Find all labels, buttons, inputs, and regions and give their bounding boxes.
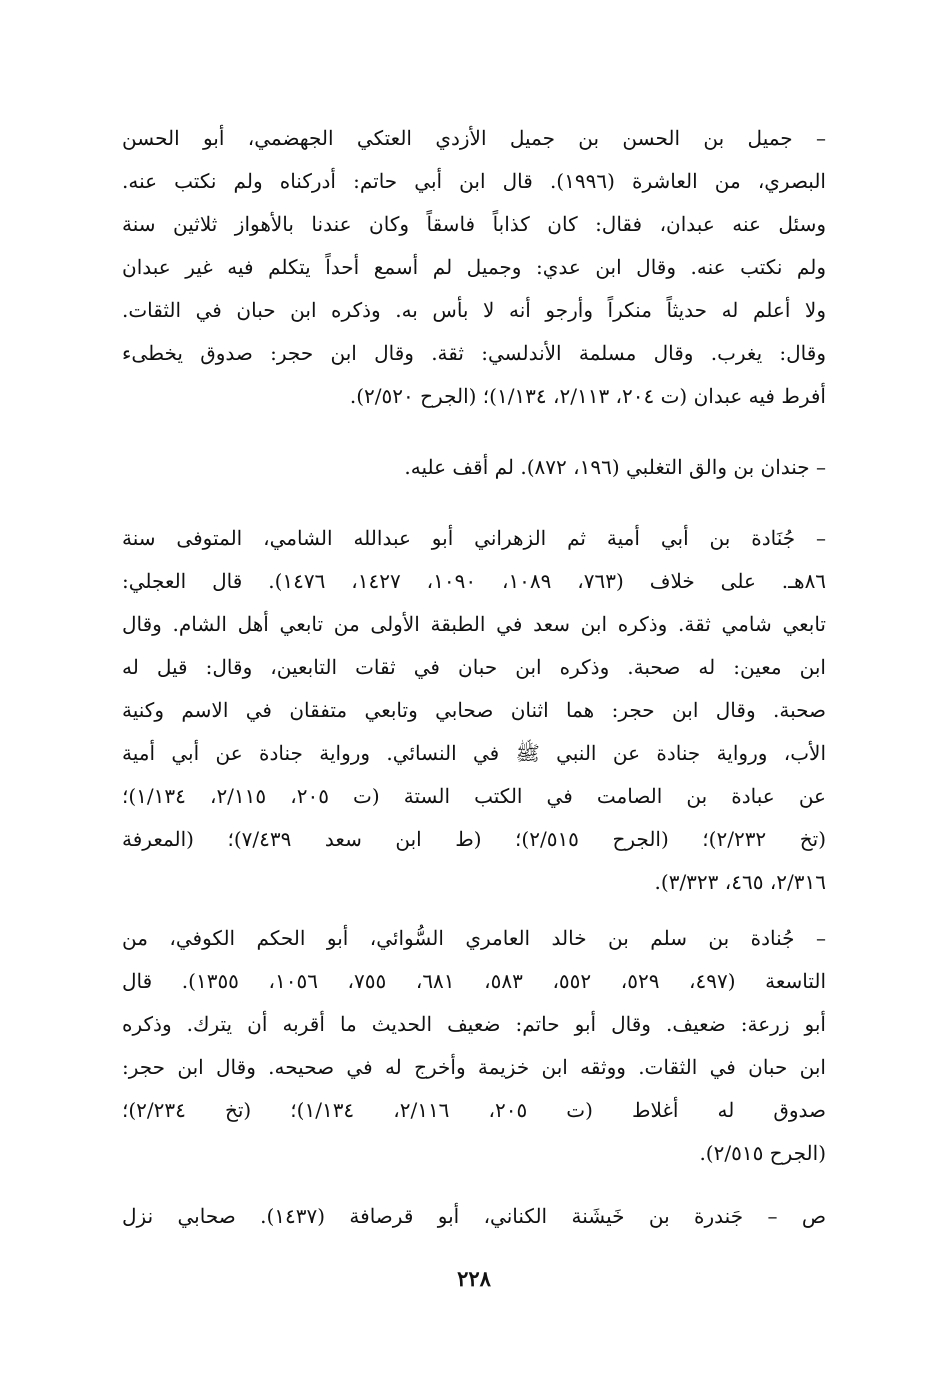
text-line: ولم نكتب عنه. وقال ابن عدي: وجميل لم أسمع أحداً يتكلم فيه غير عبدان <box>122 255 826 279</box>
text-line: وقال: يغرب. وقال مسلمة الأندلسي: ثقة. وقال ابن حجر: صدوق يخطىء <box>122 341 826 365</box>
text-line: ابن حبان في الثقات. ووثقه ابن خزيمة وأخرج له في صحيحه. وقال ابن حجر: <box>122 1055 826 1079</box>
text-line: التاسعة (٤٩٧، ٥٢٩، ٥٥٢، ٥٨٣، ٦٨١، ٧٥٥، ١٠٥٦، ١٣٥٥). قال <box>122 969 827 993</box>
entry-jundura-ibn-khayshana <box>122 1195 826 1238</box>
text-line: ٨٦هـ. على خلاف (٧٦٣، ١٠٨٩، ١٠٩٠، ١٤٢٧، ١٤٧٦). قال العجلي: <box>122 569 827 593</box>
text-line: تابعي شامي ثقة. وذكره ابن سعد في الطبقة الأولى من تابعي أهل الشام. وقال <box>122 612 826 636</box>
text-line: – جندان بن والق التغلبي (١٩٦، ٨٧٢). لم أقف عليه. <box>404 455 826 479</box>
text-line: – جُنَادة بن أبي أمية ثم الزهراني أبو عبدالله الشامي، المتوفى سنة <box>122 526 826 550</box>
text-line: الأب، ورواية جنادة عن النبي ﷺ في النسائي. ورواية جنادة عن أبي أمية <box>122 741 826 765</box>
text-line: البصري، من العاشرة (١٩٩٦). قال ابن أبي حاتم: أدركناه ولم نكتب عنه. <box>122 169 826 193</box>
text-line: ولا أعلم له حديثاً منكراً وأرجو أنه لا بأس به. وذكره ابن حبان في الثقات. <box>122 298 826 322</box>
text-line: صحبة. وقال ابن حجر: هما اثنان صحابي وتابعي متفقان في الاسم وكنية <box>122 698 826 722</box>
entry-jamil-ibn-al-hasan <box>122 117 826 418</box>
entry-junada-ibn-abi-umayya <box>122 517 826 904</box>
text-line: – جميل بن الحسن بن جميل الأزدي العتكي الجهضمي، أبو الحسن <box>122 126 826 150</box>
text-line: وسئل عنه عبدان، فقال: كان كذاباً فاسقاً وكان عندنا بالأهواز ثلاثين سنة <box>122 212 826 236</box>
text-line: (الجرح ٢/٥١٥). <box>699 1141 826 1165</box>
text-line: (تخ ٢/٢٣٢)؛ (الجرح ٢/٥١٥)؛ (ط ابن سعد ٧/٤٣٩)؛ (المعرفة <box>122 827 826 851</box>
entry-jundan-ibn-waliq <box>122 446 826 489</box>
text-line: عن عبادة بن الصامت في الكتب الستة (ت ٢٠٥، ٢/١١٥، ١/١٣٤)؛ <box>122 784 826 808</box>
text-line: أبو زرعة: ضعيف. وقال أبو حاتم: ضعيف الحديث ما أقربه أن يترك. وذكره <box>122 1012 826 1036</box>
text-line: ٢/٣١٦، ٤٦٥، ٣/٣٢٣). <box>654 870 826 894</box>
page-number: ٢٢٨ <box>457 1266 491 1291</box>
text-line: ابن معين: له صحبة. وذكره ابن حبان في ثقات التابعين، وقال: قيل له <box>122 655 826 679</box>
text-line: صدوق له أغلاط (ت ٢٠٥، ٢/١١٦، ١/١٣٤)؛ (تخ ٢/٢٣٤)؛ <box>122 1098 827 1122</box>
text-line: ص – جَندرة بن خَيشَنة الكناني، أبو قرصافة (١٤٣٧). صحابي نزل <box>122 1204 827 1228</box>
text-line: أفرط فيه عبدان (ت ٢٠٤، ٢/١١٣، ١/١٣٤)؛ (الجرح ٢/٥٢٠). <box>349 384 826 408</box>
text-line: – جُنادة بن سلم بن خالد العامري السُّوائي، أبو الحكم الكوفي، من <box>122 926 826 950</box>
entry-junada-ibn-salm <box>122 917 826 1175</box>
